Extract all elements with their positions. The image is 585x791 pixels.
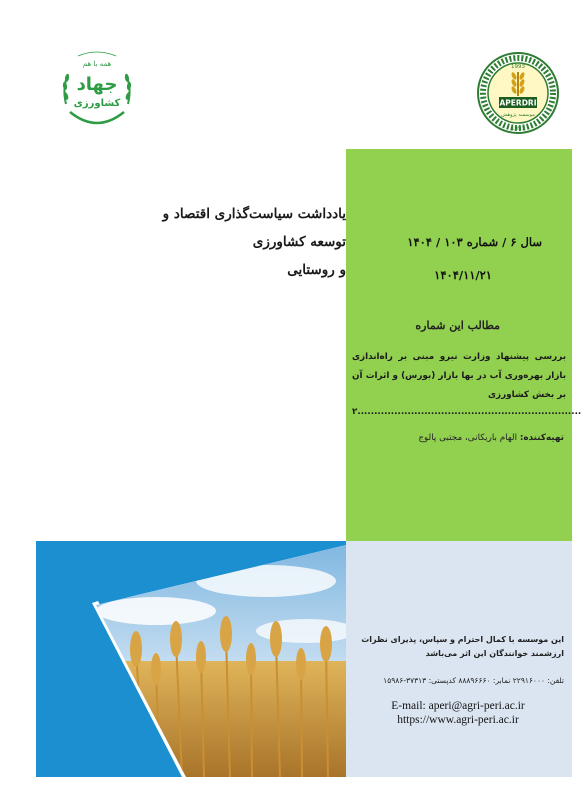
seal-persian-text: موسسه پژوهش <box>501 112 535 118</box>
title-line-1: یادداشت سیاست‌گذاری اقتصاد و توسعه کشاورزی <box>162 206 346 250</box>
contact-links <box>352 699 564 727</box>
aperdri-seal-logo <box>475 50 561 136</box>
email-link[interactable]: E-mail: aperi@agri-peri.ac.ir <box>391 700 525 712</box>
authors-line <box>350 433 564 443</box>
authors-names: الهام باریکانی، مجتبی پالوج <box>418 433 518 443</box>
seal-year-bottom: 1993 <box>511 126 525 132</box>
seal-year-top: 1993 <box>511 64 525 70</box>
logo-sub-text: کشاورزی <box>73 98 121 109</box>
publication-title <box>146 200 346 284</box>
toc-item-title: بررسی پیشنهاد وزارت نیرو مبنی بر راه‌اندازی بازار بهره‌وری آب در بها بازار (بورس) و اثرات آن بر بخش کشاورزی <box>352 352 566 400</box>
phone-numbers: تلفن: ۲۲۹۱۶۰۰۰ نمابر: ۸۸۸۹۶۶۶۰ کدپستی: ۳۷۳۱۳-۱۵۹۸۶ <box>383 676 564 685</box>
toc-item[interactable] <box>352 348 582 422</box>
website-link[interactable]: https://www.agri-peri.ac.ir <box>397 714 519 726</box>
authors-label: تهیه‌کننده: <box>519 433 564 443</box>
wheat-field-image <box>36 541 346 777</box>
logo-arc-text: همه با هم <box>82 60 112 68</box>
issue-info-panel <box>346 149 572 541</box>
institute-statement: این موسسه با کمال احترام و سپاس، پذیرای نظرات ارزشمند خوانندگان این اثر می‌باشد <box>361 635 564 658</box>
toc-item-page: ۲ <box>352 407 358 417</box>
seal-abbrev: APERDRI <box>499 98 537 108</box>
issue-date: ۱۴۰۴/۱۱/۲۱ <box>434 268 492 282</box>
issue-volume: سال ۶ / شماره ۱۰۳ / ۱۴۰۴ <box>407 235 542 249</box>
toc-item-dots: ................................................................... <box>357 407 582 417</box>
jahad-keshavarzi-logo <box>58 48 136 130</box>
title-line-2: و روستایی <box>287 262 346 278</box>
contents-heading: مطالب این شماره <box>415 319 500 332</box>
logo-main-text: جهاد <box>76 74 118 95</box>
